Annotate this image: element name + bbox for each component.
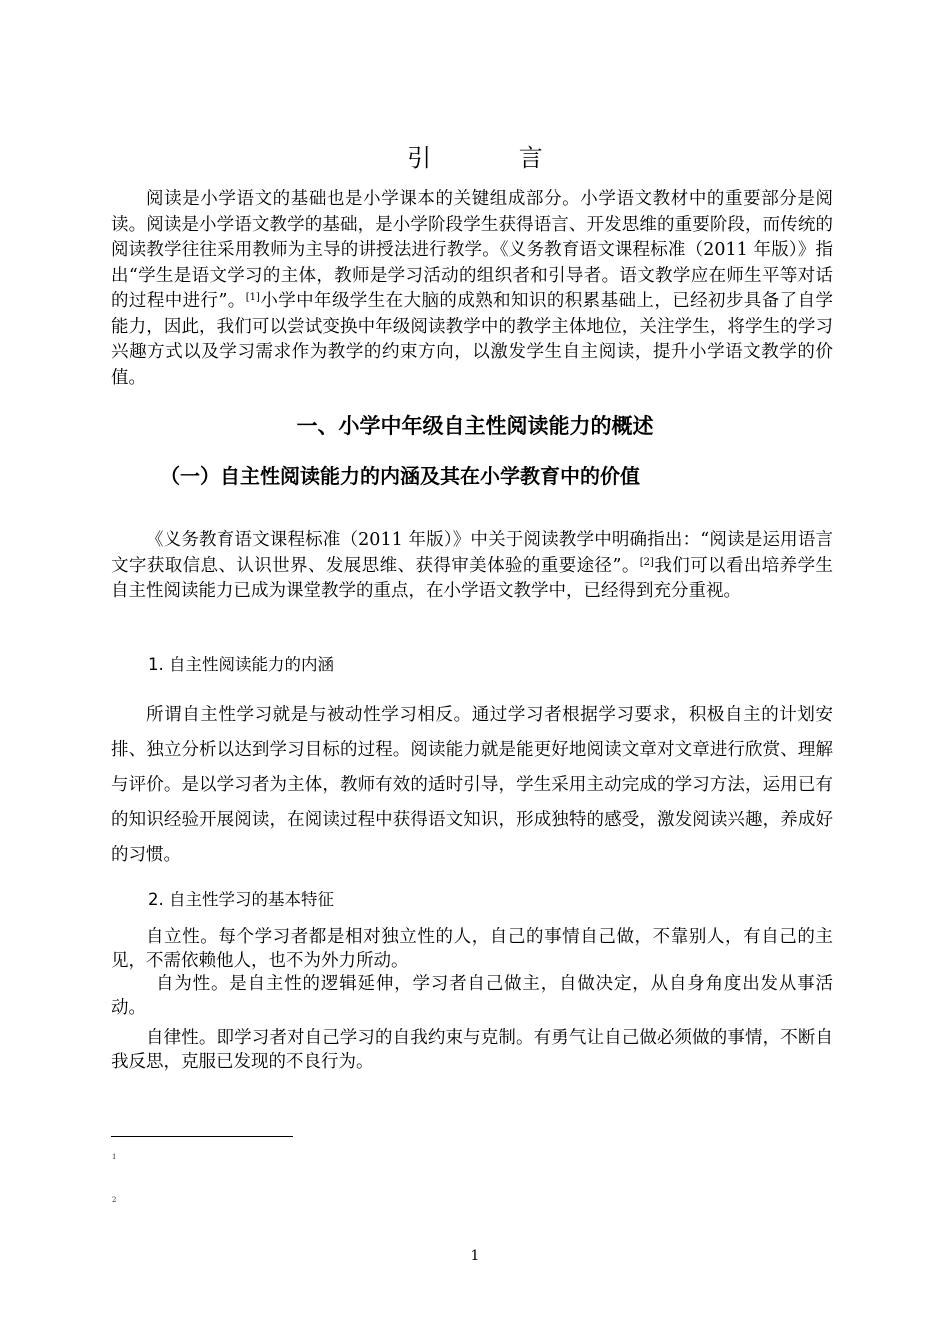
subsection-text-2: 我们可以看出培养学生自主性阅读能力已成为课堂教学的重点，在小学语文教学中，已经得到充分重视。 bbox=[111, 555, 833, 601]
intro-text-1: 阅读是小学语文的基础也是小学课本的关键组成部分。小学语文教材中的重要部分是阅读。阅读是小学语文教学的基础，是小学阶段学生获得语言、开发思维的重要阶段，而传统的阅读教学往往采用教师为主导的讲授法进行教学。《义务教育语文课程标准（2011 年版）》指出“学生是语文学习的主体，教师是学习活动的组织者和引导者。语文教学应在师生平等对话的过程中进行”。 bbox=[111, 189, 833, 311]
subsection-text-1: 《义务教育语文课程标准（2011 年版）》中关于阅读教学中明确指出：“阅读是运用语言文字获取信息、认识世界、发展思维、获得审美体验的重要途径”。 bbox=[111, 530, 833, 576]
citation-1[interactable]: [1] bbox=[245, 292, 260, 303]
intro-text-2: 小学中年级学生在大脑的成熟和知识的积累基础上，已经初步具备了自学能力，因此，我们可以尝试变换中年级阅读教学中的教学主体地位，关注学生，将学生的学习兴趣方式以及学习需求作为教学的约束方向，以激发学生自主阅读，提升小学语文教学的价值。 bbox=[111, 291, 834, 388]
footnote-1: 1 bbox=[112, 1153, 117, 1161]
point-heading-2: 2. 自主性学习的基本特征 bbox=[148, 890, 334, 909]
footnote-divider bbox=[111, 1136, 293, 1137]
trait-paragraph-1: 自立性。每个学习者都是相对独立性的人，自己的事情自己做，不靠别人，有自己的主见，不需依赖他人，也不为外力所动。 bbox=[111, 927, 833, 971]
point1-paragraph: 所谓自主性学习就是与被动性学习相反。通过学习者根据学习要求，积极自主的计划安排、独立分析以达到学习目标的过程。阅读能力就是能更好地阅读文章对文章进行欣赏、理解与评价。是以学习者为主体，教师有效的适时引导，学生采用主动完成的学习方法，运用已有的知识经验开展阅读，在阅读过程中获得语文知识，形成独特的感受，激发阅读兴趣，养成好的习惯。 bbox=[111, 705, 833, 865]
page-number: 1 bbox=[470, 1248, 480, 1264]
trait-paragraph-3: 自律性。即学习者对自己学习的自我约束与克制。有勇气让自己做必须做的事情，不断自我反思，克服已发现的不良行为。 bbox=[111, 1028, 833, 1072]
intro-paragraph bbox=[111, 187, 833, 391]
point-heading-1: 1. 自主性阅读能力的内涵 bbox=[148, 655, 334, 674]
citation-2[interactable]: [2] bbox=[639, 556, 654, 568]
footnote-2: 2 bbox=[112, 1196, 117, 1204]
page-title: 引 言 bbox=[407, 144, 583, 172]
subsection-heading-1: （一）自主性阅读能力的内涵及其在小学教育中的价值 bbox=[160, 464, 640, 488]
section-heading-1: 一、小学中年级自主性阅读能力的概述 bbox=[296, 414, 654, 438]
trait-paragraph-2: 自为性。是自主性的逻辑延伸，学习者自己做主，自做决定，从自身角度出发从事活动。 bbox=[111, 974, 833, 1018]
subsection-paragraph bbox=[111, 528, 833, 605]
